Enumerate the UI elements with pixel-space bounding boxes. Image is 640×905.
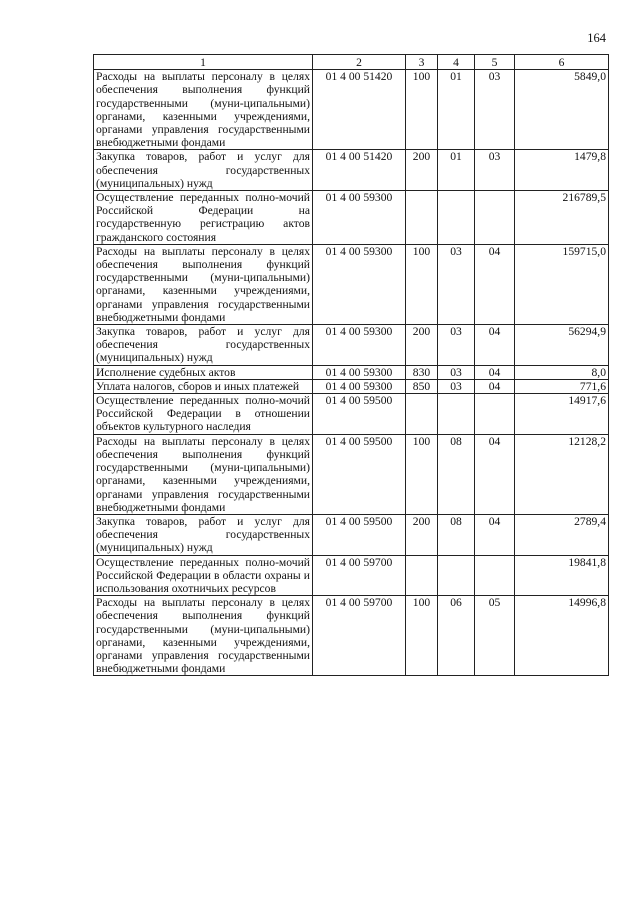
table-row (94, 244, 609, 324)
row-expense-type: 850 (406, 379, 438, 393)
header-col-2: 2 (313, 55, 406, 70)
row-name: Закупка товаров, работ и услуг для обеспечения государственных (муниципальных) нужд (94, 150, 313, 191)
budget-table (93, 54, 609, 676)
table-row (94, 70, 609, 150)
row-section: 01 (438, 70, 475, 150)
row-expense-type (406, 394, 438, 435)
row-subsection: 04 (475, 379, 515, 393)
row-subsection: 04 (475, 514, 515, 555)
table-body (94, 70, 609, 676)
row-code: 01 4 00 51420 (313, 150, 406, 191)
row-code: 01 4 00 59300 (313, 244, 406, 324)
row-section (438, 191, 475, 245)
row-name: Расходы на выплаты персоналу в целях обеспечения выполнения функций государственными (муни-ципальными) органами, казенными учреждениями, органами управления государственными внебюджетными фондами (94, 434, 313, 514)
table-row (94, 514, 609, 555)
row-code: 01 4 00 59700 (313, 555, 406, 596)
row-code: 01 4 00 59300 (313, 365, 406, 379)
row-section: 03 (438, 379, 475, 393)
table-row (94, 365, 609, 379)
row-name: Расходы на выплаты персоналу в целях обеспечения выполнения функций государственными (муни-ципальными) органами, казенными учреждениями, органами управления государственными внебюджетными фондами (94, 596, 313, 676)
row-name: Осуществление переданных полно-мочий Российской Федерации в отношении объектов культурного наследия (94, 394, 313, 435)
row-expense-type: 100 (406, 70, 438, 150)
row-expense-type: 100 (406, 434, 438, 514)
table-row (94, 325, 609, 366)
row-amount: 14996,8 (515, 596, 609, 676)
row-code: 01 4 00 51420 (313, 70, 406, 150)
header-col-1: 1 (94, 55, 313, 70)
row-amount: 216789,5 (515, 191, 609, 245)
row-name: Закупка товаров, работ и услуг для обеспечения государственных (муниципальных) нужд (94, 325, 313, 366)
table-row (94, 596, 609, 676)
row-subsection: 03 (475, 70, 515, 150)
row-code: 01 4 00 59500 (313, 514, 406, 555)
row-code: 01 4 00 59700 (313, 596, 406, 676)
row-expense-type: 200 (406, 325, 438, 366)
table-row (94, 434, 609, 514)
row-amount: 14917,6 (515, 394, 609, 435)
header-col-3: 3 (406, 55, 438, 70)
row-code: 01 4 00 59300 (313, 325, 406, 366)
row-code: 01 4 00 59500 (313, 394, 406, 435)
header-col-4: 4 (438, 55, 475, 70)
row-section: 08 (438, 514, 475, 555)
row-name: Закупка товаров, работ и услуг для обеспечения государственных (муниципальных) нужд (94, 514, 313, 555)
row-name: Расходы на выплаты персоналу в целях обеспечения выполнения функций государственными (муни-ципальными) органами, казенными учреждениями, органами управления государственными внебюджетными фондами (94, 70, 313, 150)
row-expense-type: 200 (406, 150, 438, 191)
row-section: 03 (438, 325, 475, 366)
row-name: Исполнение судебных актов (94, 365, 313, 379)
row-expense-type: 100 (406, 244, 438, 324)
row-section (438, 555, 475, 596)
row-amount: 159715,0 (515, 244, 609, 324)
row-section: 03 (438, 244, 475, 324)
table-row (94, 379, 609, 393)
row-amount: 771,6 (515, 379, 609, 393)
row-amount: 19841,8 (515, 555, 609, 596)
header-col-5: 5 (475, 55, 515, 70)
table-row (94, 191, 609, 245)
row-subsection: 04 (475, 365, 515, 379)
row-code: 01 4 00 59300 (313, 379, 406, 393)
row-subsection (475, 555, 515, 596)
table-row (94, 394, 609, 435)
row-expense-type: 830 (406, 365, 438, 379)
row-amount: 12128,2 (515, 434, 609, 514)
row-amount: 5849,0 (515, 70, 609, 150)
row-name: Уплата налогов, сборов и иных платежей (94, 379, 313, 393)
row-section (438, 394, 475, 435)
row-code: 01 4 00 59300 (313, 191, 406, 245)
row-subsection: 03 (475, 150, 515, 191)
table-row (94, 150, 609, 191)
row-amount: 2789,4 (515, 514, 609, 555)
row-subsection (475, 191, 515, 245)
row-name: Расходы на выплаты персоналу в целях обеспечения выполнения функций государственными (муни-ципальными) органами, казенными учреждениями, органами управления государственными внебюджетными фондами (94, 244, 313, 324)
row-section: 06 (438, 596, 475, 676)
row-code: 01 4 00 59500 (313, 434, 406, 514)
row-name: Осуществление переданных полно-мочий Российской Федерации на государственную регистрацию актов гражданского состояния (94, 191, 313, 245)
row-name: Осуществление переданных полно-мочий Российской Федерации в области охраны и использования охотничьих ресурсов (94, 555, 313, 596)
row-expense-type: 200 (406, 514, 438, 555)
row-section: 08 (438, 434, 475, 514)
header-col-6: 6 (515, 55, 609, 70)
row-section: 01 (438, 150, 475, 191)
row-subsection: 05 (475, 596, 515, 676)
row-subsection: 04 (475, 325, 515, 366)
row-subsection (475, 394, 515, 435)
row-subsection: 04 (475, 434, 515, 514)
table-header-row (94, 55, 609, 70)
row-amount: 1479,8 (515, 150, 609, 191)
row-section: 03 (438, 365, 475, 379)
page-number: 164 (587, 31, 606, 45)
row-amount: 8,0 (515, 365, 609, 379)
table-row (94, 555, 609, 596)
row-expense-type (406, 191, 438, 245)
row-amount: 56294,9 (515, 325, 609, 366)
row-expense-type (406, 555, 438, 596)
row-subsection: 04 (475, 244, 515, 324)
row-expense-type: 100 (406, 596, 438, 676)
